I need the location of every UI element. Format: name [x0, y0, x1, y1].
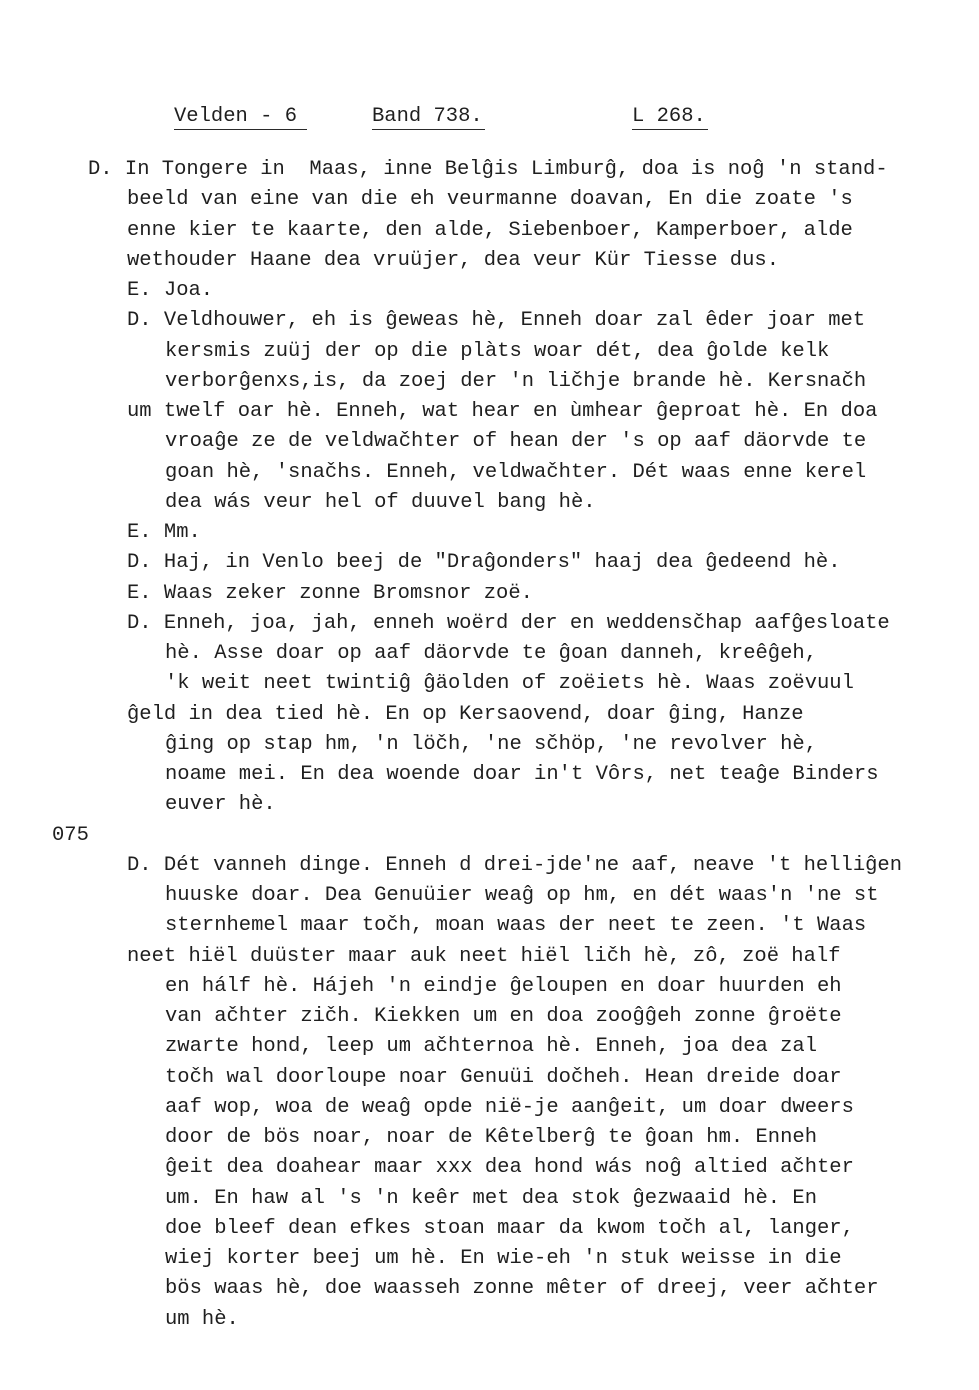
header-band: Band 738. [372, 105, 483, 128]
page-header [0, 104, 979, 134]
transcript-line: dea wás veur hel of duuvel bang hè. [165, 490, 596, 514]
transcript-line: ĝing op stap hm, 'n löčh, 'ne sčhöp, 'ne revolver hè, [165, 732, 818, 756]
transcript-line: ĝeit dea doahear maar xxx dea hond wás noĝ altied ačhter [165, 1156, 854, 1180]
transcript-body [0, 155, 979, 1335]
transcript-line: zwarte hond, leep um ačhternoa hè. Enneh, joa dea zal [165, 1035, 818, 1059]
header-location: Velden - 6 [174, 104, 307, 130]
transcript-line: neet hiël duüster maar auk neet hiël ličh hè, zô, zoë half [127, 944, 841, 968]
transcript-line: van ačhter zičh. Kiekken um en doa zooĝĝeh zonne ĝroëte [165, 1005, 842, 1028]
transcript-line: en hálf hè. Hájeh 'n eindje ĝeloupen en doar huurden eh [165, 974, 842, 998]
transcript-line: ĝeld in dea tied hè. En op Kersaovend, doar ĝing, Hanze [127, 702, 804, 726]
transcript-line-with-margin-note [0, 821, 979, 851]
transcript-line: noame mei. En dea woende doar in't Vôrs, net teaĝe Binders [165, 763, 879, 786]
transcript-line: verborĝenxs,is, da zoej der 'n ličhje brande hè. Kersnačh [165, 369, 867, 393]
transcript-line: kersmis zuüj der op die plàts woar dét, dea ĝolde kelk [165, 339, 830, 363]
transcript-line: beeld van eine van die eh veurmanne doavan, En die zoate 's [127, 188, 853, 212]
margin-note: 075 [52, 823, 89, 847]
transcript-line: euver hè. [165, 793, 276, 817]
transcript-line: D. Veldhouwer, eh is ĝeweas hè, Enneh doar zal êder joar met [127, 309, 866, 333]
transcript-line: vroaĝe ze de veldwačhter of hean der 's op aaf däorvde te [165, 430, 867, 454]
transcript-line: wethouder Haane dea vruüjer, dea veur Kür Tiesse dus. [127, 248, 780, 272]
transcript-line: E. Joa. [127, 279, 214, 302]
transcript-line: D. Haj, in Venlo beej de "Draĝonders" haaj dea ĝedeend hè. [127, 551, 841, 575]
transcript-line: um hè. [165, 1307, 239, 1331]
transcript-line: door de bös noar, noar de Kêtelberĝ te ĝoan hm. Enneh [165, 1126, 818, 1149]
transcript-line: doe bleef dean efkes stoan maar da kwom točh al, langer, [165, 1216, 854, 1240]
transcript-line: D. Dét vanneh dinge. Enneh d drei-jde'ne aaf, neave 't helliĝen [127, 853, 903, 877]
transcript-line: E. Mm. [127, 521, 201, 544]
transcript-line: aaf wop, woa de weaĝ opde nië-je aanĝeit, um doar dweers [165, 1095, 854, 1119]
transcript-line: huuske doar. Dea Genuüier weaĝ op hm, en dét waas'n 'ne st [165, 884, 879, 907]
transcript-line: točh wal doorloupe noar Genuüi dočheh. Hean dreide doar [165, 1065, 842, 1089]
transcript-line: goan hè, 'snačhs. Enneh, veldwačhter. Dét waas enne kerel [165, 460, 867, 484]
transcript-line: D. Enneh, joa, jah, enneh woërd der en weddensčhap aafĝesloate [127, 611, 890, 635]
transcript-line: sternhemel maar točh, moan waas der neet te zeen. 't Waas [165, 914, 867, 938]
transcript-line: wiej korter beej um hè. En wie-eh 'n stuk weisse in die [165, 1247, 842, 1270]
transcript-line: E. Waas zeker zonne Bromsnor zoë. [127, 581, 533, 605]
transcript-line: bös waas hè, doe waasseh zonne mêter of dreej, veer ačhter [165, 1277, 879, 1301]
transcript-line: 'k weit neet twintiĝ ĝäolden of zoëiets hè. Waas zoëvuul [165, 672, 854, 696]
transcript-line: enne kier te kaarte, den alde, Siebenboer, Kamperboer, alde [127, 218, 853, 242]
transcript-line: hè. Asse doar op aaf däorvde te ĝoan danneh, kreêĝeh, [165, 642, 818, 665]
transcript-line: um twelf oar hè. Enneh, wat hear en ùmhear ĝeproat hè. En doa [127, 400, 878, 423]
header-page-number: L 268. [632, 105, 706, 128]
transcript-line: D. In Tongere in Maas, inne Belĝis Limburĝ, doa is noĝ 'n stand- [88, 158, 888, 181]
transcript-line: um. En haw al 's 'n keêr met dea stok ĝezwaaid hè. En [165, 1186, 818, 1210]
